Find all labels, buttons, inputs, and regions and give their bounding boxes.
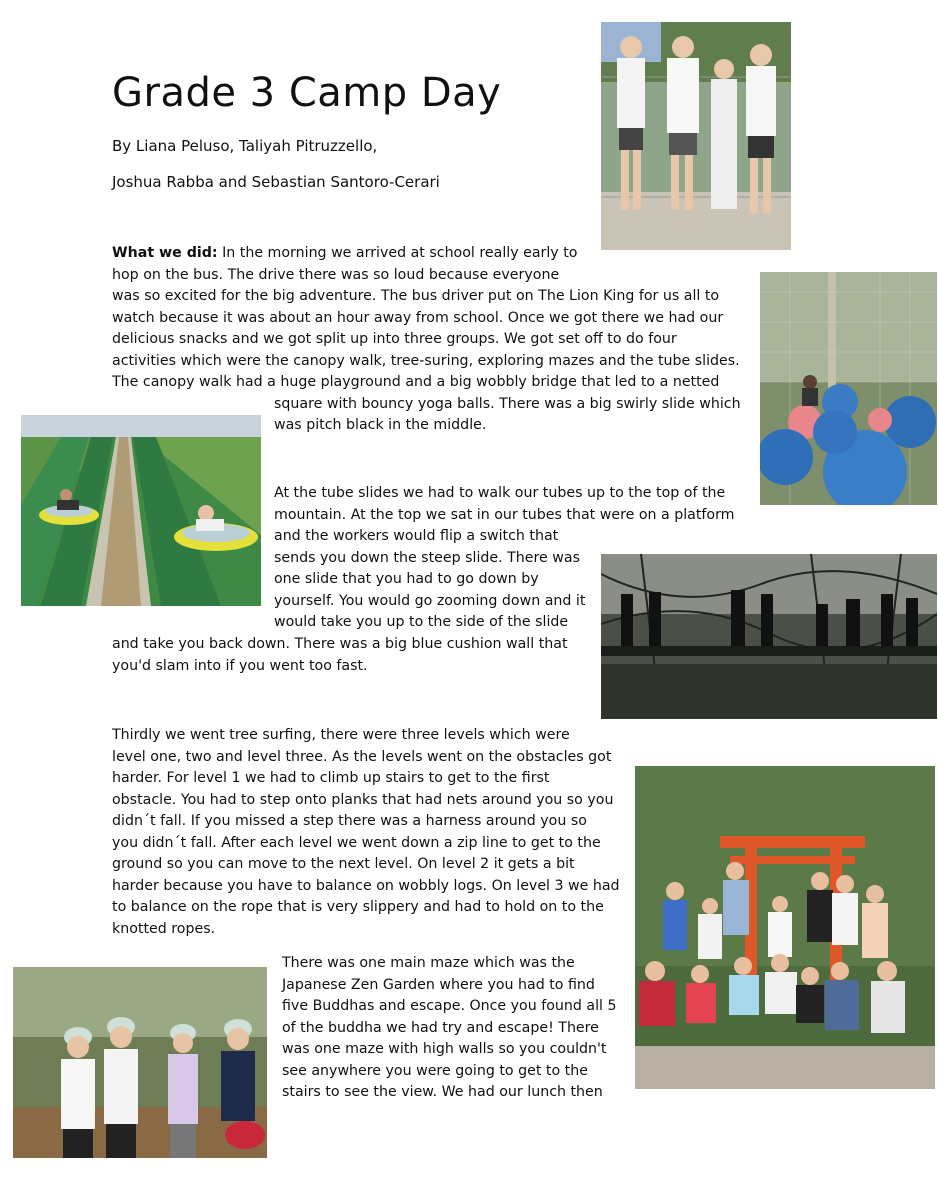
photo-zen-garden-group xyxy=(635,766,935,1089)
paragraph-1-line: square with bouncy yoga balls. There was a big swirly slide which xyxy=(274,396,741,412)
paragraph-3-line: you didn´t fall. After each level we went down a zip line to get to the xyxy=(112,835,601,851)
paragraph-1-line: was pitch black in the middle. xyxy=(274,417,487,433)
paragraph-3-line: harder because you have to balance on wobbly logs. On level 3 we had xyxy=(112,878,620,894)
photo-four-kids-standing xyxy=(601,22,791,250)
paragraph-2-line: one slide that you had to go down by xyxy=(274,571,539,587)
paragraph-3-line: to balance on the rope that is very slippery and had to hold on to the xyxy=(112,899,604,915)
paragraph-3-line: didn´t fall. If you missed a step there was a harness around you so xyxy=(112,813,587,829)
paragraph-4-line: There was one main maze which was the xyxy=(282,955,575,971)
paragraph-1-line: was so excited for the big adventure. The bus driver put on The Lion King for us all to xyxy=(112,288,720,304)
article-title: Grade 3 Camp Day xyxy=(112,70,502,116)
paragraph-1-line: The canopy walk had a huge playground and a big wobbly bridge that led to a netted xyxy=(112,374,720,390)
paragraph-2-line: mountain. At the top we sat in our tubes that were on a platform xyxy=(274,507,735,523)
paragraph-4-line: stairs to see the view. We had our lunch then xyxy=(282,1084,603,1100)
author-line-1: By Liana Peluso, Taliyah Pitruzzello, xyxy=(112,137,378,155)
paragraph-2-line: would take you up to the side of the slide xyxy=(274,614,569,630)
paragraph-4-line: five Buddhas and escape. Once you found all 5 xyxy=(282,998,617,1014)
photo-yoga-ball-net xyxy=(760,272,937,505)
what-we-did-label: What we did: xyxy=(112,245,218,261)
paragraph-2-line: At the tube slides we had to walk our tubes up to the top of the xyxy=(274,485,726,501)
author-line-2: Joshua Rabba and Sebastian Santoro-Cerari xyxy=(112,173,440,191)
paragraph-1-line: activities which were the canopy walk, tree-suring, exploring mazes and the tube slides. xyxy=(112,353,740,369)
paragraph-4-line: Japanese Zen Garden where you had to find xyxy=(282,977,595,993)
paragraph-2-line: and the workers would flip a switch that xyxy=(274,528,559,544)
paragraph-2-line: sends you down the steep slide. There was xyxy=(274,550,580,566)
paragraph-3-line: knotted ropes. xyxy=(112,921,216,937)
paragraph-3-line: harder. For level 1 we had to climb up stairs to get to the first xyxy=(112,770,550,786)
paragraph-3-line: ground so you can move to the next level. On level 2 it gets a bit xyxy=(112,856,575,872)
paragraph-2-line: you'd slam into if you went too fast. xyxy=(112,658,368,674)
paragraph-3-line: obstacle. You had to step onto planks that had nets around you so you xyxy=(112,792,614,808)
paragraph-3-line: level one, two and level three. As the levels went on the obstacles got xyxy=(112,749,612,765)
paragraph-1-line-text: In the morning we arrived at school really early to xyxy=(217,245,578,261)
paragraph-1-line xyxy=(112,243,577,265)
photo-tube-slides xyxy=(21,415,261,606)
paragraph-4-line: see anywhere you were going to get to the xyxy=(282,1063,588,1079)
paragraph-1-line: delicious snacks and we got split up into three groups. We got set off to do four xyxy=(112,331,677,347)
photo-canopy-walk xyxy=(601,554,937,719)
paragraph-2-line: yourself. You would go zooming down and it xyxy=(274,593,586,609)
photo-kids-with-helmets xyxy=(13,967,267,1158)
paragraph-3-line: Thirdly we went tree surfing, there were three levels which were xyxy=(112,727,570,743)
paragraph-1-line: hop on the bus. The drive there was so loud because everyone xyxy=(112,267,560,283)
paragraph-1-line: watch because it was about an hour away from school. Once we got there we had our xyxy=(112,310,724,326)
paragraph-4-line: was one maze with high walls so you couldn't xyxy=(282,1041,607,1057)
paragraph-4-line: of the buddha we had try and escape! There xyxy=(282,1020,599,1036)
paragraph-2-line: and take you back down. There was a big blue cushion wall that xyxy=(112,636,568,652)
